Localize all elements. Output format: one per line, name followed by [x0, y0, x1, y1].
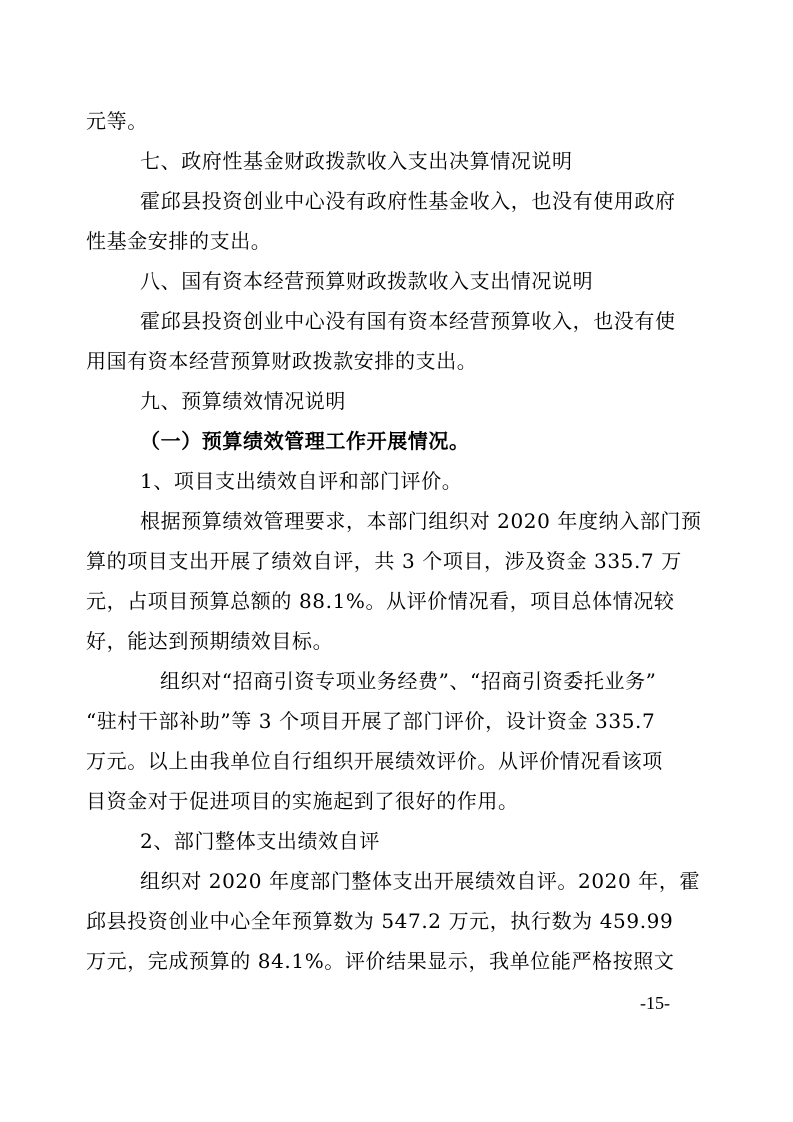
section-heading-7: 七、政府性基金财政拨款收入支出决算情况说明 [140, 149, 573, 173]
item-heading-2: 2、部门整体支出绩效自评 [140, 829, 380, 853]
section-heading-8: 八、国有资本经营预算财政拨款收入支出情况说明 [140, 269, 594, 293]
page-number: -15- [640, 993, 670, 1013]
paragraph-line: 目资金对于促进项目的实施起到了很好的作用。 [86, 789, 519, 813]
item-heading-1: 1、项目支出绩效自评和部门评价。 [140, 469, 463, 493]
paragraph-line: 元，占项目预算总额的 88.1%。从评价情况看，项目总体情况较 [86, 589, 675, 613]
paragraph-line: 好，能达到预期绩效目标。 [86, 629, 334, 653]
paragraph-line: 万元，完成预算的 84.1%。评价结果显示，我单位能严格按照文 [86, 949, 675, 973]
paragraph-continuation: 元等。 [86, 109, 148, 133]
paragraph-line: “驻村干部补助”等 3 个项目开展了部门评价，设计资金 335.7 [86, 709, 656, 733]
section-heading-9: 九、预算绩效情况说明 [140, 389, 346, 413]
subsection-heading-1: （一）预算绩效管理工作开展情况。 [140, 429, 470, 453]
paragraph-line: 性基金安排的支出。 [86, 229, 272, 253]
paragraph-line: 算的项目支出开展了绩效自评，共 3 个项目，涉及资金 335.7 万 [86, 549, 682, 573]
paragraph-line: 邱县投资创业中心全年预算数为 547.2 万元，执行数为 459.99 [86, 909, 674, 933]
paragraph-line: 万元。以上由我单位自行组织开展绩效评价。从评价情况看该项 [86, 749, 663, 773]
paragraph-line: 霍邱县投资创业中心没有国有资本经营预算收入，也没有使 [140, 309, 676, 333]
paragraph-line: 用国有资本经营预算财政拨款安排的支出。 [86, 349, 478, 373]
paragraph-line: 根据预算绩效管理要求，本部门组织对 2020 年度纳入部门预 [140, 509, 702, 533]
paragraph-line: 组织对 2020 年度部门整体支出开展绩效自评。2020 年，霍 [140, 869, 701, 893]
paragraph-line: 霍邱县投资创业中心没有政府性基金收入，也没有使用政府 [140, 189, 676, 213]
paragraph-line: 组织对“招商引资专项业务经费”、“招商引资委托业务” [160, 669, 657, 693]
